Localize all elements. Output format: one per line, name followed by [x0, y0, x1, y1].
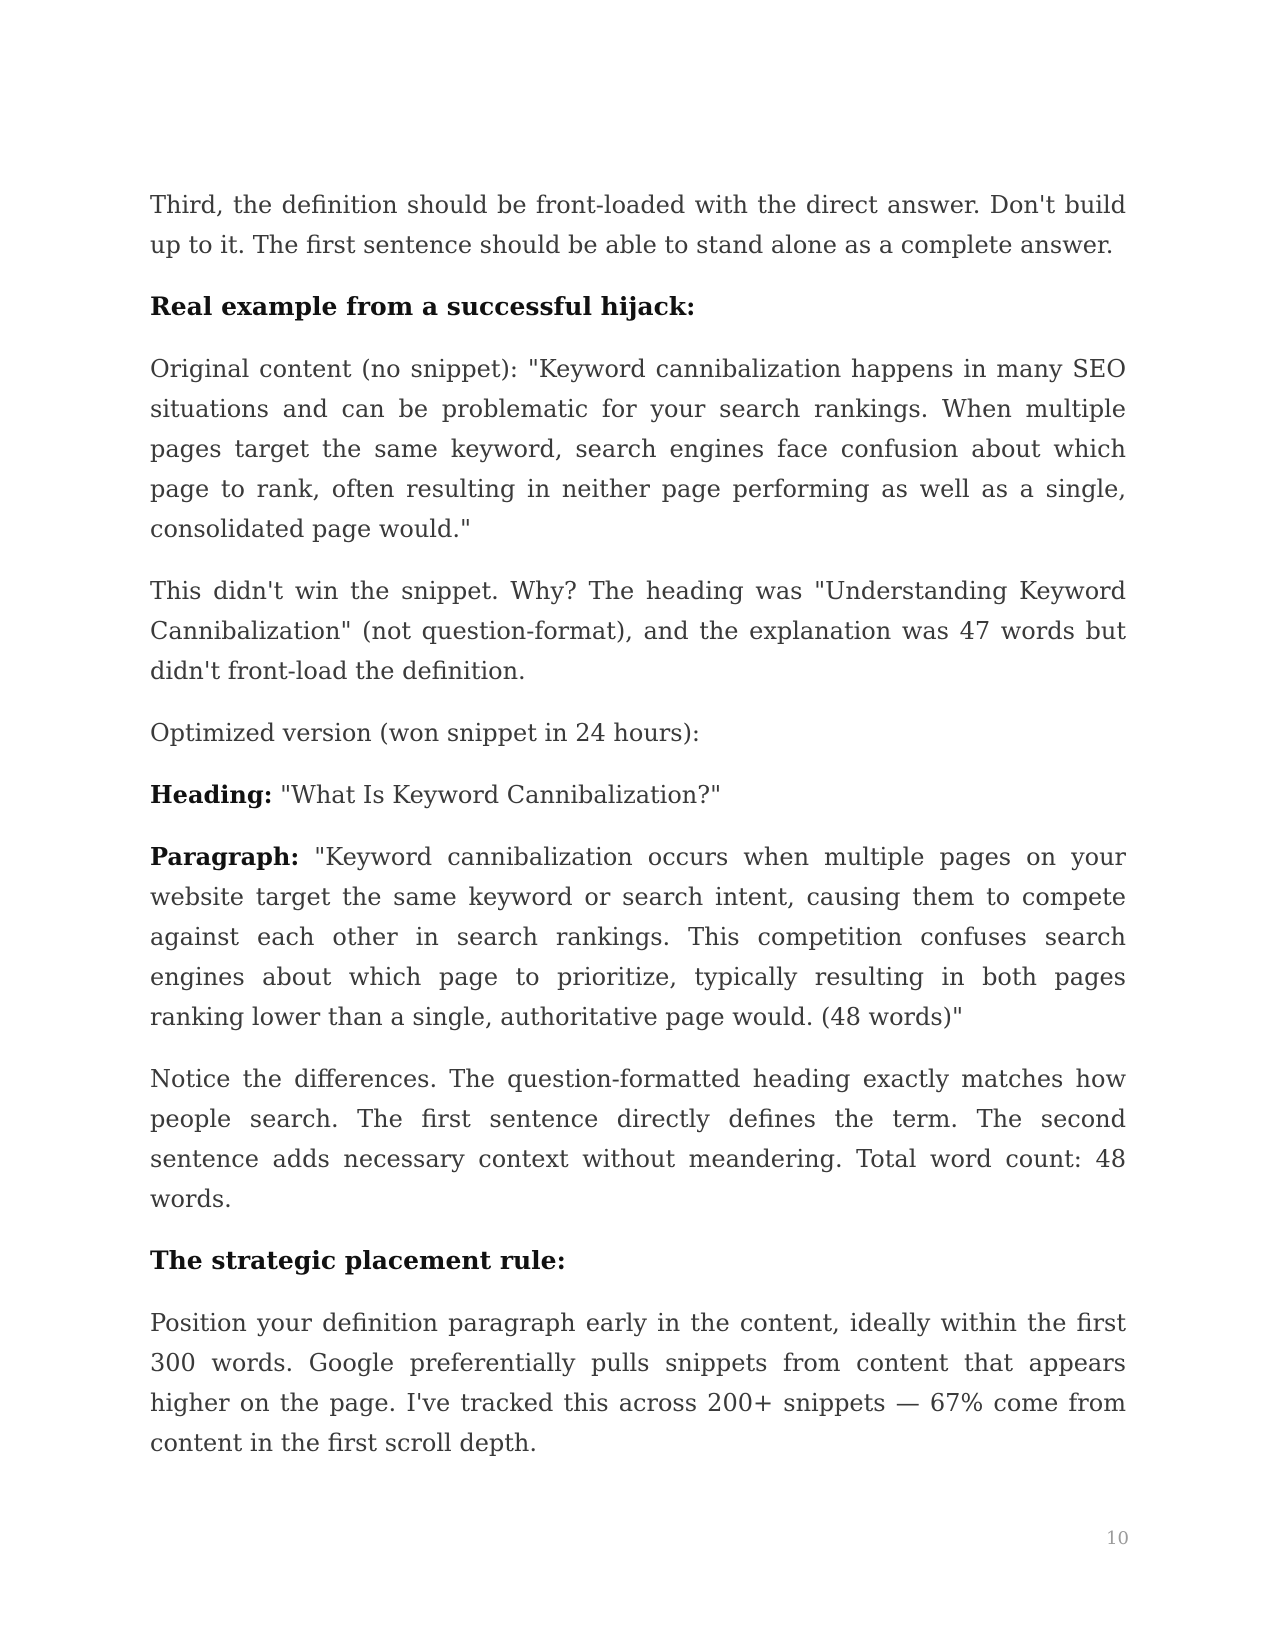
- placement-paragraph: Position your definition paragraph early in the content, ideally within the first 300 words. Google preferentially pulls snippets from content that appears higher on the page. I've tracked this across 200+ snippets — 67% come from content in the first scroll depth.: [150, 1309, 1126, 1457]
- section-heading-example: Real example from a successful hijack:: [150, 292, 696, 321]
- optimized-version-paragraph: Optimized version (won snippet in 24 hours):: [150, 719, 701, 747]
- differences-paragraph: Notice the differences. The question-formatted heading exactly matches how people search. The first sentence directly defines the term. The second sentence adds necessary context without meandering. Total word count: 48 words.: [150, 1065, 1126, 1213]
- page-content: [150, 185, 1126, 1485]
- heading-example-paragraph: [150, 775, 1126, 815]
- paragraph-label: Paragraph:: [150, 842, 300, 871]
- heading-label: Heading:: [150, 780, 273, 809]
- paragraph-text: "Keyword cannibalization occurs when multiple pages on your website target the same keyword or search intent, causing them to compete against each other in search rankings. This competition confuses search engines about which page to prioritize, typically resulting in both pages ranking lower than a single, authoritative page would. (48 words)": [150, 843, 1126, 1031]
- original-content-paragraph: Original content (no snippet): "Keyword cannibalization happens in many SEO situations and can be problematic for your search rankings. When multiple pages target the same keyword, search engines face confusion about which page to rank, often resulting in neither page performing as well as a single, consolidated page would.": [150, 355, 1126, 543]
- intro-paragraph: Third, the definition should be front-loaded with the direct answer. Don't build up to it. The first sentence should be able to stand alone as a complete answer.: [150, 191, 1126, 259]
- section-heading-placement: The strategic placement rule:: [150, 1246, 566, 1275]
- paragraph-example-paragraph: [150, 837, 1126, 1037]
- heading-text: "What Is Keyword Cannibalization?": [272, 781, 722, 809]
- page-number: 10: [1106, 1528, 1129, 1549]
- analysis-paragraph: This didn't win the snippet. Why? The heading was "Understanding Keyword Cannibalization" (not question-format), and the explanation was 47 words but didn't front-load the definition.: [150, 577, 1126, 685]
